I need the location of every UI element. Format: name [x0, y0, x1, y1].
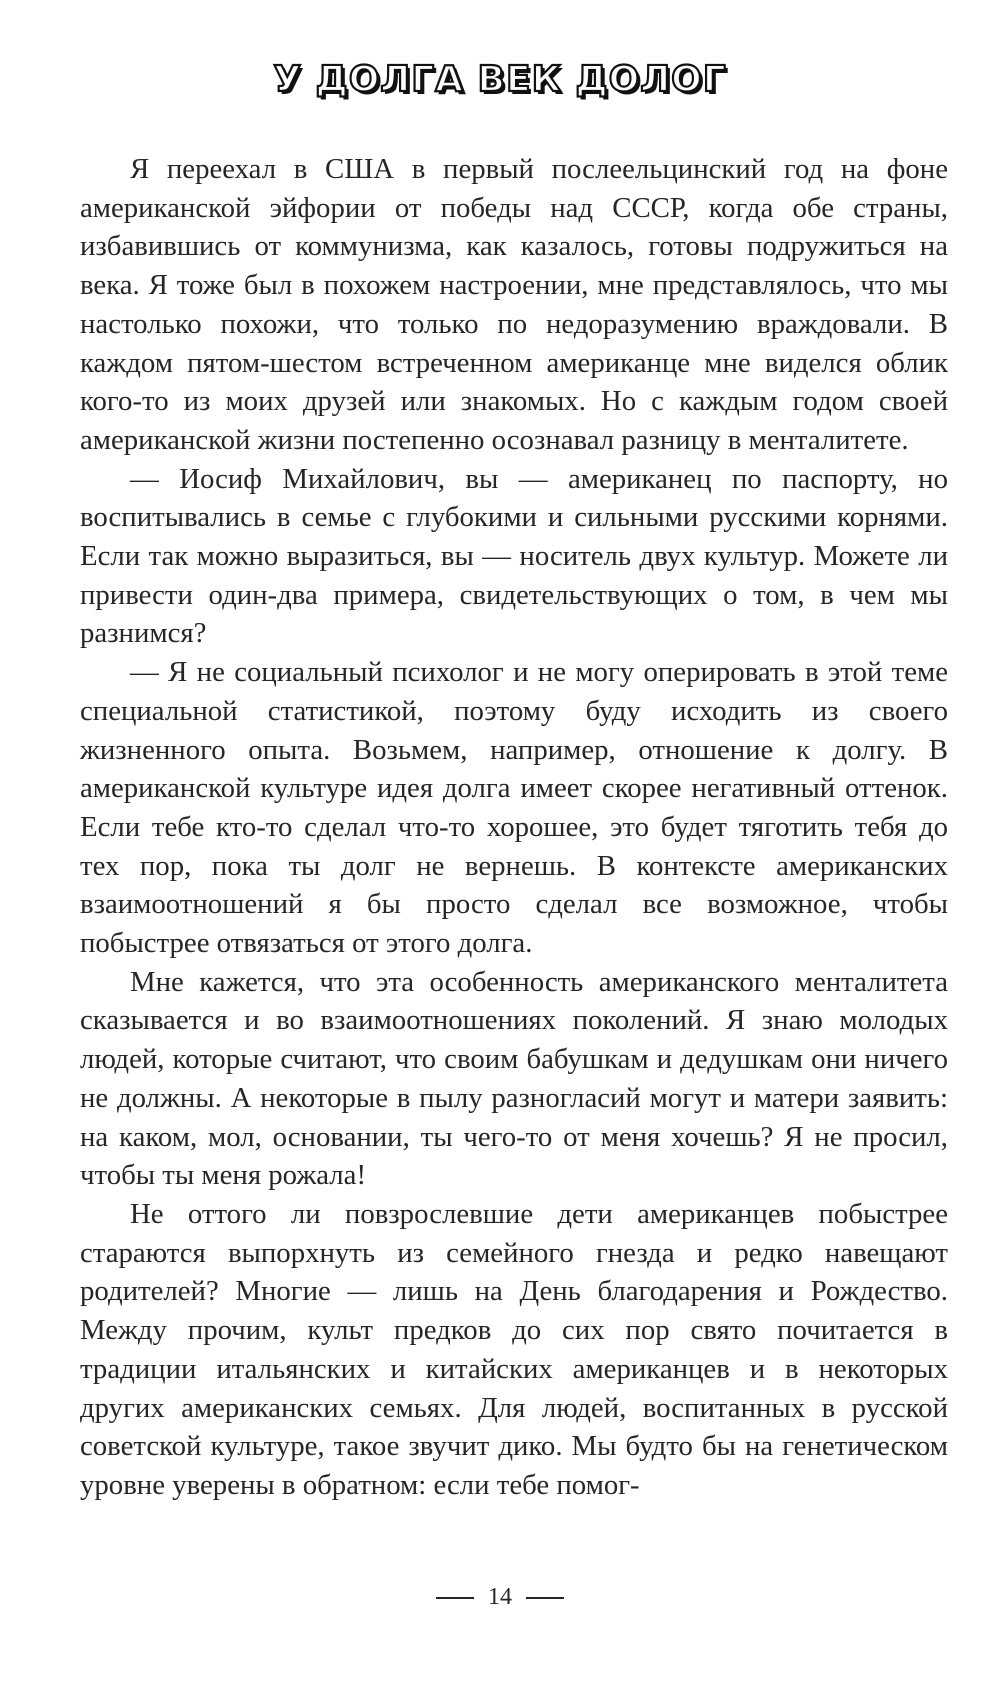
- chapter-title: У ДОЛГА ВЕК ДОЛОГ: [273, 59, 727, 100]
- page-footer: [0, 1582, 1000, 1612]
- page-number: 14: [488, 1584, 512, 1610]
- dash-left-ornament: [436, 1597, 474, 1599]
- paragraph: — Я не социальный психолог и не могу оперировать в этой теме специальной статистикой, поэтому буду исходить из своего жизненного опыта. Возьмем, например, отношение к долгу. В американской культуре идея долга имеет скорее негативный оттенок. Если тебе кто-то сделал что-то хорошее, это будет тяготить тебя до тех пор, пока ты долг не вернешь. В контексте американских взаимоотношений я бы просто сделал все возможное, чтобы побыстрее отвязаться от этого долга.: [80, 656, 948, 960]
- dash-right-ornament: [526, 1597, 564, 1599]
- paragraph: Не оттого ли повзрослевшие дети американцев побыстрее стараются выпорхнуть из семейного гнезда и редко навещают родителей? Многие — лишь на День благодарения и Рождество. Между прочим, культ предков до сих пор свято почитается в традиции итальянских и китайских американцев и в некоторых других американских семьях. Для людей, воспитанных в русской советской культуре, такое звучит дико. Мы будто бы на генетическом уровне уверены в обратном: если тебе помог-: [80, 1197, 948, 1501]
- paragraph: — Иосиф Михайлович, вы — американец по паспорту, но воспитывались в семье с глубокими и сильными русскими корнями. Если так можно выразиться, вы — носитель двух культур. Можете ли привести один-два примера, свидетельствующих о том, в чем мы разнимся?: [80, 462, 948, 650]
- paragraph: Мне кажется, что эта особенность американского менталитета сказывается и во взаимоотношениях поколений. Я знаю молодых людей, которые считают, что своим бабушкам и дедушкам они ничего не должны. А некоторые в пылу разногласий могут и матери заявить: на каком, мол, основании, ты чего-то от меня хочешь? Я не просил, чтобы ты меня рожала!: [80, 965, 948, 1192]
- body-text: [80, 150, 948, 1505]
- paragraph: Я переехал в США в первый послеельцинский год на фоне американской эйфории от победы над СССР, когда обе страны, избавившись от коммунизма, как казалось, готовы подружиться на века. Я тоже был в похожем настроении, мне представлялось, что мы настолько похожи, что только по недоразумению враждовали. В каждом пятом-шестом встреченном американце мне виделся облик кого-то из моих друзей или знакомых. Но с каждым годом своей американской жизни постепенно осознавал разницу в менталитете.: [80, 153, 948, 456]
